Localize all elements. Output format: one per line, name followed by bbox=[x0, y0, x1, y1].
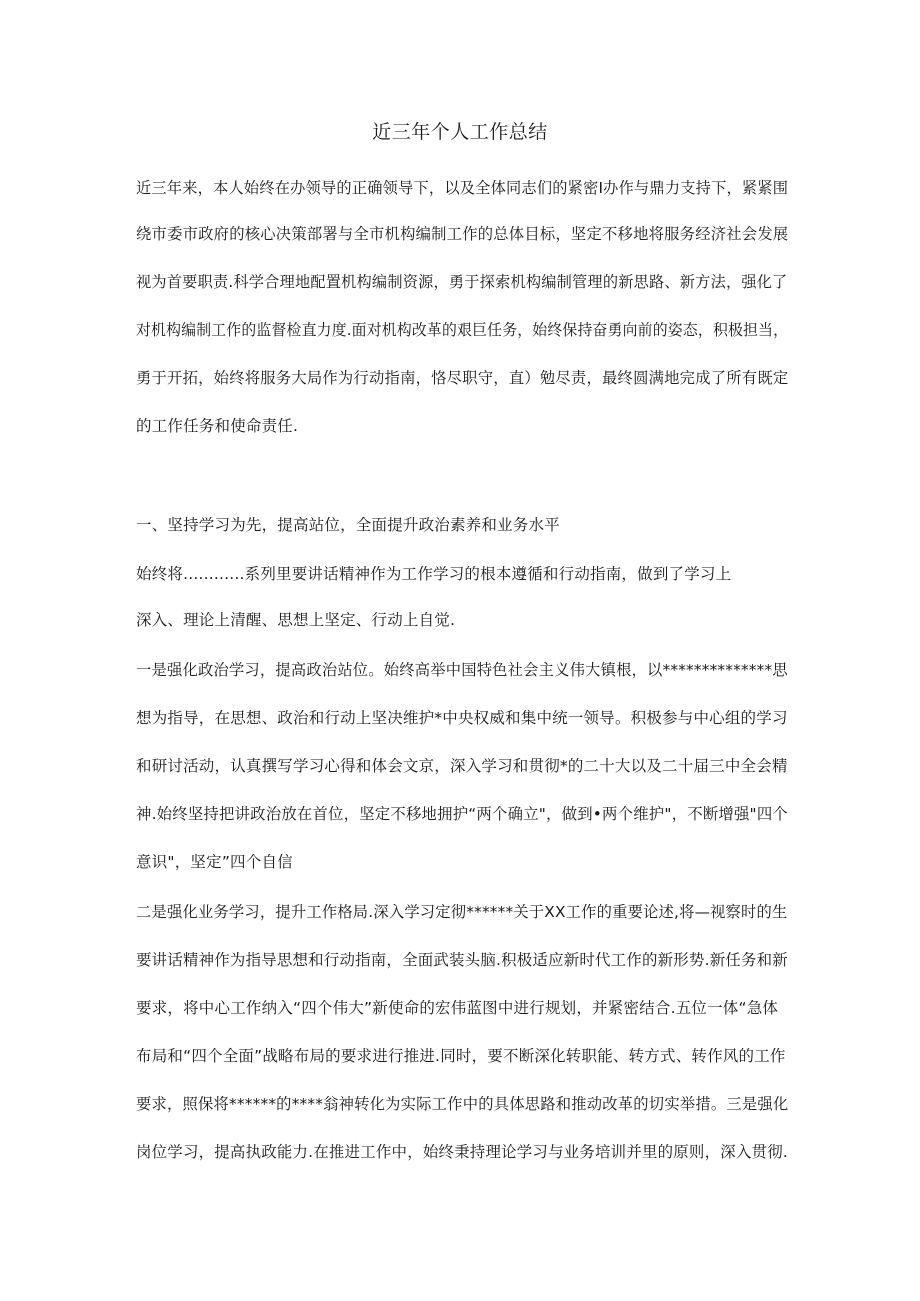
paragraph-line: 要讲话精神作为指导思想和行动指南，全面武装头脑.积极适应新时代工作的新形势.新任务和新 bbox=[136, 951, 788, 969]
paragraph-line: 意识"，坚定”四个自信 bbox=[136, 853, 293, 871]
paragraph-line: 布局和“四个全面”战略布局的要求进行推进.同时，要不断深化转职能、转方式、转作风的工作 bbox=[136, 1047, 786, 1065]
paragraph-line: 神.始终坚持把讲政治放在首位，坚定不移地拥护“两个确立"，做到•两个维护"，不断增强"四个 bbox=[136, 805, 788, 823]
section-heading: 一、坚持学习为先，提高站位，全面提升政治素养和业务水平 bbox=[136, 516, 560, 534]
paragraph-line: 要求，将中心工作纳入“四个伟大”新使命的宏伟蓝图中进行规划，并紧密结合.五位一体“急体 bbox=[136, 999, 779, 1017]
paragraph-line: 深入、理论上清醒、思想上坚定、行动上自觉. bbox=[136, 611, 456, 629]
paragraph-line: 和研讨活动，认真撰写学习心得和体会文京，深入学习和贯彻*的二十大以及二十届三中全会精 bbox=[136, 757, 788, 775]
paragraph-line: 想为指导，在思想、政治和行动上坚决维护*中央权威和集中统一领导。积极参与中心组的学习 bbox=[136, 709, 788, 727]
paragraph-line: 的工作任务和使命责任. bbox=[136, 417, 299, 435]
paragraph-line: 绕市委市政府的核心决策部署与全市机构编制工作的总体目标，坚定不移地将服务经济社会发展 bbox=[136, 225, 789, 243]
paragraph-line: 始终将............系列里要讲话精神作为工作学习的根本遵循和行动指南，做到了学习上 bbox=[136, 565, 732, 583]
paragraph-line: 要求，照保将******的****翁神转化为实际工作中的具体思路和推动改革的切实举措。三是强化 bbox=[136, 1095, 789, 1113]
paragraph-line: 二是强化业务学习，提升工作格局.深入学习定彻******关于XX工作的重要论述,将—视察时的生 bbox=[136, 903, 788, 921]
paragraph-line: 对机构编制工作的监督检直力度.面对机构改革的艰巨任务，始终保持奋勇向前的姿态，积极担当， bbox=[136, 321, 789, 339]
paragraph-line: 一是强化政治学习，提高政治站位。始终高举中国特色社会主义伟大镇根，以**************思 bbox=[136, 661, 788, 679]
paragraph-line: 近三年来，本人始终在办领导的正确领导下，以及全体同志们的紧密I办作与鼎力支持下，紧紧围 bbox=[136, 179, 789, 197]
document-title: 近三年个人工作总结 bbox=[372, 121, 548, 143]
paragraph-line: 岗位学习，提高执政能力.在推进工作中，始终秉持理论学习与业务培训并里的原则，深入贯彻. bbox=[136, 1143, 788, 1161]
paragraph-line: 视为首要职责.科学合理地配置机构编制资源，勇于探索机构编制管理的新思路、新方法，强化了 bbox=[136, 273, 788, 291]
paragraph-line: 勇于开拓，始终将服务大局作为行动指南，恪尽职守，直）勉尽责，最终圆满地完成了所有既定 bbox=[136, 369, 789, 387]
